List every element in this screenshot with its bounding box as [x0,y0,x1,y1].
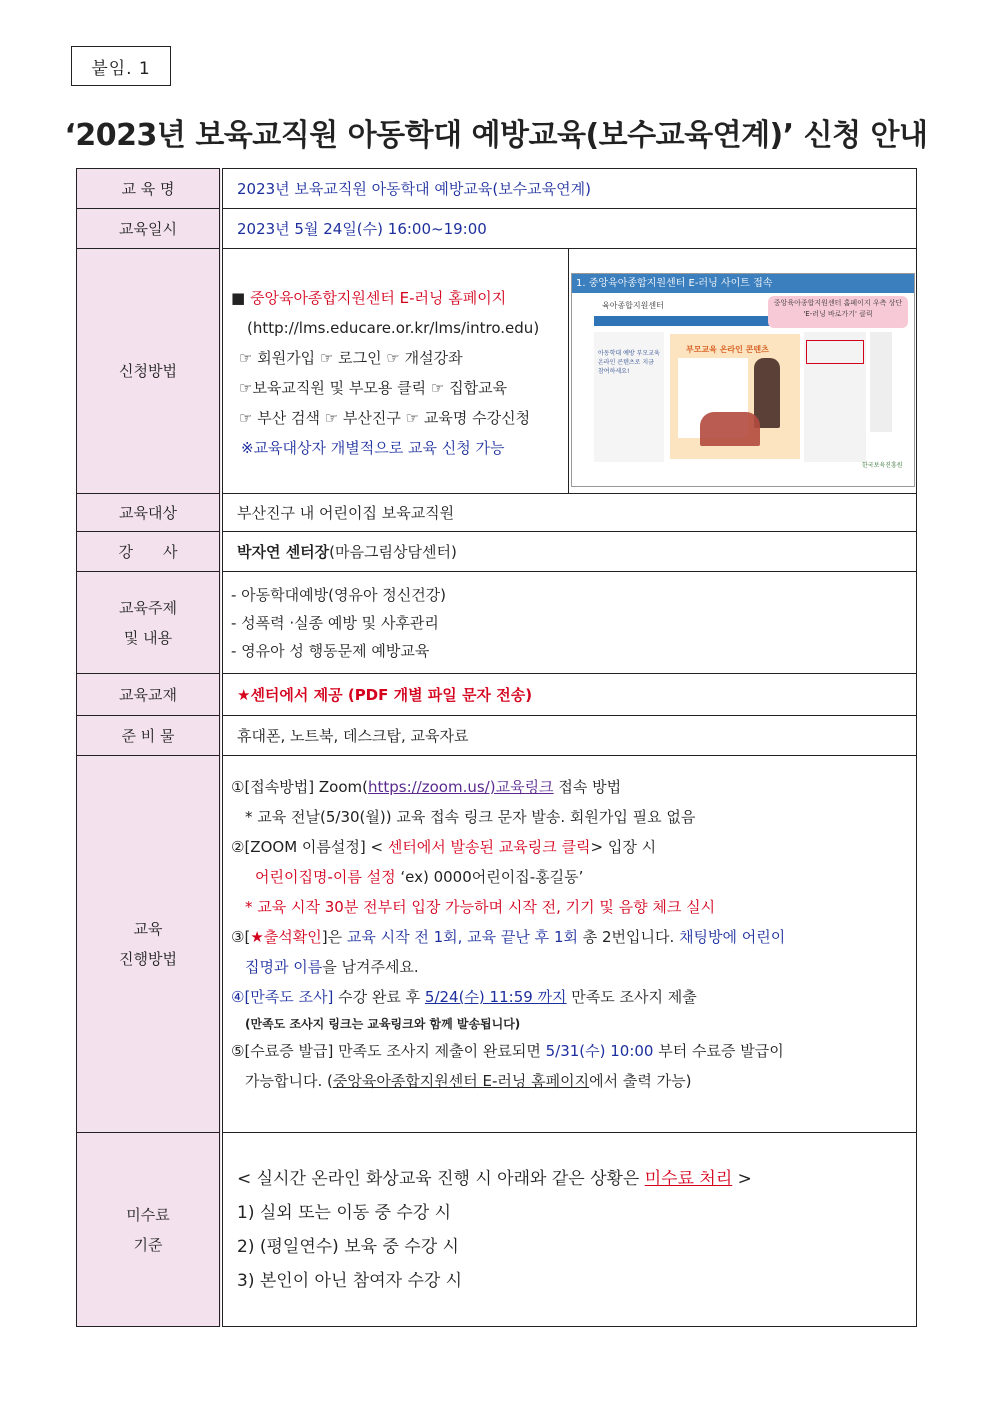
row-topics [77,572,917,674]
label-target: 교육대상 [77,494,222,532]
apply-text [223,249,569,493]
noncomplete-item: 2) (평일연수) 보육 중 수강 시 [237,1236,459,1257]
bullet: ■ [231,289,246,307]
site-side-bar [870,332,892,432]
value-apply [221,249,917,494]
label-process-1: 교육 [133,920,163,938]
label-process-2: 진행방법 [119,950,177,968]
label-noncomplete [77,1133,222,1327]
site-poster-image [670,334,800,459]
process-step-3-open: ③[ [231,928,251,946]
chat-instruction-cont: 집명과 이름 [245,958,323,976]
attachment-tag: 붙임. 1 [71,46,171,86]
apply-note: ※교육대상자 개별적으로 교육 신청 가능 [241,439,505,457]
process-step-2-tail: > 입장 시 [590,838,657,856]
topic-item: - 영유아 성 행동문제 예방교육 [231,641,430,660]
screenshot-footer-logo: 한국보육진흥원 [862,462,903,469]
process-step-1: ①[접속방법] Zoom( [231,778,368,796]
lecturer-name: 박자연 센터장 [237,543,330,561]
site-logo: 육아종합지원센터 [602,301,664,310]
process-step-3-tail: 을 남겨주세요. [322,958,419,976]
apply-step-1: ☞ 회원가입 ☞ 로그인 ☞ 개설강좌 [239,349,463,367]
name-example: ‘ex) 0000어린이집-홍길동’ [395,868,584,886]
row-material [77,674,917,716]
survey-note: (만족도 조사지 링크는 교육링크와 함께 발송됩니다) [245,1017,521,1031]
noncomplete-highlight: 미수료 처리 [644,1168,733,1189]
value-noncomplete [221,1133,917,1327]
value-target: 부산진구 내 어린이집 보육교직원 [221,494,917,532]
process-step-3-count: 총 2번입니다. [577,928,680,946]
noncomplete-item: 3) 본인이 아닌 참여자 수강 시 [237,1270,463,1291]
row-noncomplete [77,1133,917,1327]
zoom-link[interactable]: https://zoom.us/)교육링크 [367,778,554,796]
process-note-1: * 교육 전날(5/30(월)) 교육 접속 링크 문자 발송. 회원가입 필요 없음 [245,808,696,826]
instruction-callout [768,296,908,328]
label-prep: 준 비 물 [77,716,222,756]
value-lecturer [221,532,917,572]
survey-deadline: 5/24(수) 11:59 까지 [424,988,567,1006]
attendance-check: ★출석확인 [250,928,322,946]
site-link[interactable]: 중앙육아종합지원센터 E-러닝 홈페이지 [249,289,507,307]
screenshot-cell [569,249,916,493]
label-topics [77,572,222,674]
topic-item: - 성폭력 ·실종 예방 및 사후관리 [231,613,439,632]
site-nav-bar [594,316,784,326]
page-title: ‘2023년 보육교직원 아동학대 예방교육(보수교육연계)’ 신청 안내 [64,118,928,153]
process-step-5-end: 에서 출력 가능) [589,1072,692,1090]
poster-title: 부모교육 온라인 콘텐츠 [686,345,769,354]
site-right-panel [804,332,866,462]
label-apply: 신청방법 [77,249,222,494]
row-date [77,209,917,249]
label-noncomplete-2: 기준 [133,1235,163,1254]
process-step-4-tail: 만족도 조사지 제출 [566,988,697,1006]
topic-item: - 아동학대예방(영유아 정신건강) [231,585,447,604]
website-screenshot [571,273,915,487]
noncomplete-intro-end: > [732,1168,752,1189]
value-date: 2023년 5월 24일(수) 16:00~19:00 [221,209,917,249]
left-panel-text: 아동학대 예방 부모교육 온라인 콘텐츠로 지금 참여하세요! [598,350,660,375]
row-lecturer [77,532,917,572]
process-step-5-cont: 가능합니다. ( [245,1072,333,1090]
row-prep [77,716,917,756]
noncomplete-item: 1) 실외 또는 이동 중 수강 시 [237,1202,452,1223]
process-step-1-tail: 접속 방법 [553,778,622,796]
value-material: ★센터에서 제공 (PDF 개별 파일 문자 전송) [221,674,917,716]
process-step-3-mid: ]은 [321,928,347,946]
process-step-4: 수강 완료 후 [333,988,425,1006]
label-date: 교육일시 [77,209,222,249]
site-left-panel [594,332,664,462]
elearning-site-link[interactable]: 중앙육아종합지원센터 E-러닝 홈페이지 [332,1072,590,1090]
callout-line-1: 중앙육아종합지원센터 홈페이지 우측 상단 [773,299,903,307]
lecturer-org: (마음그림상담센터) [329,543,457,561]
row-name [77,169,917,209]
row-target [77,494,917,532]
survey-title: ④[만족도 조사] [231,988,334,1006]
value-prep: 휴대폰, 노트북, 데스크탑, 교육자료 [221,716,917,756]
label-process [77,756,222,1133]
chat-instruction: 채팅방에 어린이 [679,928,786,946]
value-name: 2023년 보육교직원 아동학대 예방교육(보수교육연계) [221,169,917,209]
attendance-times: 교육 시작 전 1회, 교육 끝난 후 1회 [346,928,578,946]
apply-step-2: ☞보육교직원 및 부모용 클릭 ☞ 집합교육 [239,379,508,397]
info-table [76,168,917,1327]
value-process [221,756,917,1133]
noncomplete-intro: < 실시간 온라인 화상교육 진행 시 아래와 같은 상황은 [237,1168,645,1189]
row-process [77,756,917,1133]
label-topics-1: 교육주제 [119,598,177,617]
screenshot-title-bar: 1. 중앙육아종합지원센터 E-러닝 사이트 접속 [572,274,914,293]
poster-teacher-figure [754,358,780,428]
apply-step-3: ☞ 부산 검색 ☞ 부산진구 ☞ 교육명 수강신청 [239,409,531,427]
name-format: 어린이집명-이름 설정 [255,868,396,886]
callout-line-2: 'E-러닝 바로가기' 클릭 [803,310,873,318]
process-step-2: ②[ZOOM 이름설정] < [231,838,388,856]
label-noncomplete-1: 미수료 [126,1205,170,1224]
poster-kids-figure [700,412,760,446]
elearning-highlight-box [806,340,864,364]
certificate-date: 5/31(수) 10:00 [545,1042,654,1060]
label-material: 교육교재 [77,674,222,716]
process-step-5-tail: 부터 수료증 발급이 [653,1042,784,1060]
site-url[interactable]: (http://lms.educare.or.kr/lms/intro.edu) [247,319,540,337]
label-topics-2: 및 내용 [123,628,173,647]
label-lecturer: 강 사 [77,532,222,572]
process-step-5: ⑤[수료증 발급] 만족도 조사지 제출이 완료되면 [231,1042,546,1060]
label-name: 교 육 명 [77,169,222,209]
process-note-2: * 교육 시작 30분 전부터 입장 가능하며 시작 전, 기기 및 음향 체크 실시 [245,898,716,916]
value-topics [221,572,917,674]
process-step-2-highlight: 센터에서 발송된 교육링크 클릭 [387,838,591,856]
row-apply [77,249,917,494]
